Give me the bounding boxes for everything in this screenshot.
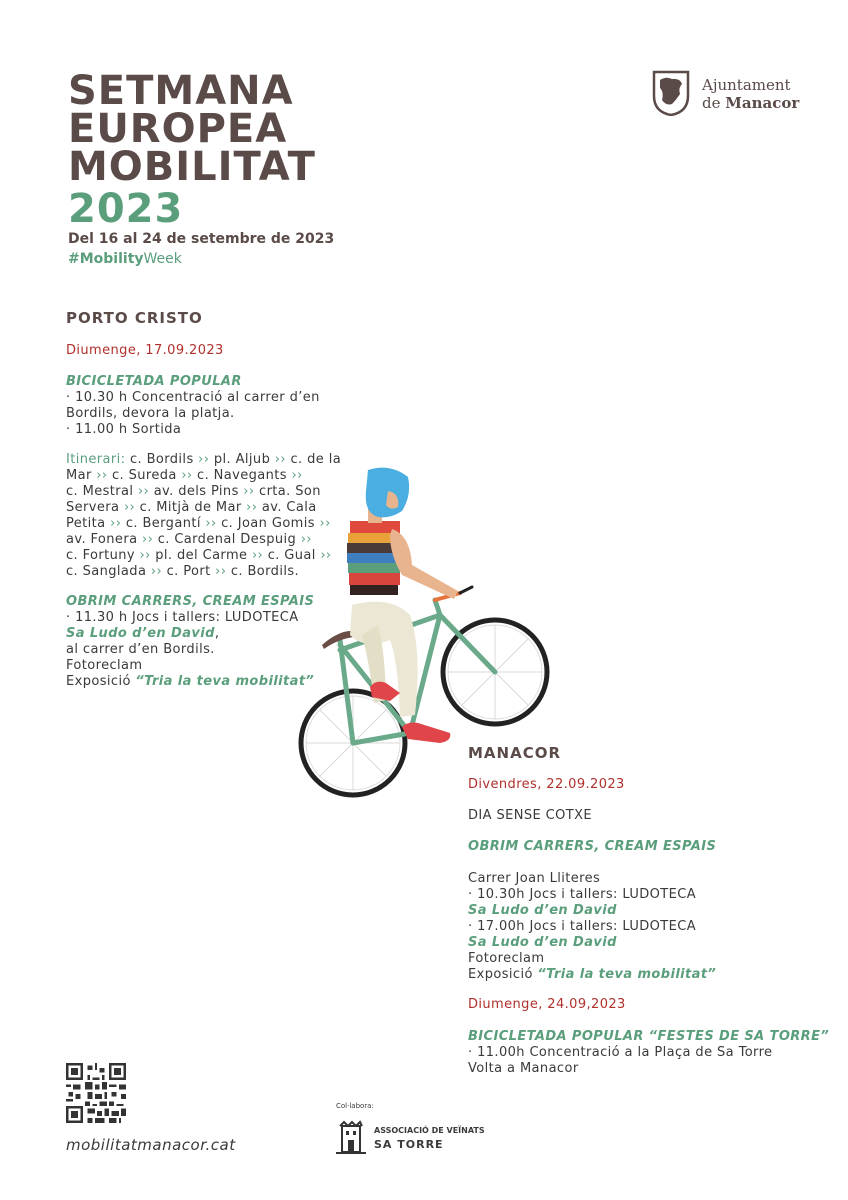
ludo-comma: ,	[214, 626, 220, 641]
dia-sense-cotxe: DIA SENSE COTXE	[468, 808, 593, 823]
event-line: · 10.30h Jocs i tallers: LUDOTECA	[468, 887, 697, 902]
itinerari-text: c. Bordils ›› pl. Aljub ›› c. de la	[125, 452, 342, 467]
itinerari-line: Mar ›› c. Sureda ›› c. Navegants ››	[66, 468, 303, 483]
manacor-heading: MANACOR	[468, 744, 562, 762]
ludo-name: Sa Ludo d’en David	[468, 903, 617, 918]
associacio-logo	[334, 1120, 485, 1156]
arrow-separator-icon: ››	[123, 500, 136, 515]
arrow-separator-icon: ››	[198, 452, 210, 467]
arrow-separator-icon: ››	[300, 532, 312, 547]
porto-cristo-event-1	[66, 374, 320, 438]
arrow-separator-icon: ››	[150, 564, 163, 579]
arrow-separator-icon: ››	[181, 468, 193, 483]
arrow-separator-icon: ››	[96, 468, 108, 483]
expo-prefix: Exposició	[468, 967, 538, 982]
event-line: Fotoreclam	[468, 951, 545, 966]
expo-prefix: Exposició	[66, 674, 136, 689]
title-line-1: SETMANA	[68, 68, 294, 114]
event-line	[468, 967, 716, 983]
event-title: BICICLETADA POPULAR	[66, 374, 242, 389]
event-line: Fotoreclam	[66, 658, 143, 673]
event-line: Volta a Manacor	[468, 1061, 579, 1076]
itinerari-label: Itinerari:	[66, 452, 126, 467]
logo-line-2	[702, 94, 799, 112]
itinerari-line: Petita ›› c. Bergantí ›› c. Joan Gomis ››	[66, 516, 331, 531]
title-line-2: EUROPEA	[68, 106, 288, 152]
arrow-separator-icon: ››	[274, 452, 286, 467]
porto-cristo-heading: PORTO CRISTO	[66, 309, 203, 327]
event-line	[66, 674, 314, 690]
event-line: · 11.30 h Jocs i tallers: LUDOTECA	[66, 610, 299, 625]
event-line: al carrer d’en Bordils.	[66, 642, 215, 657]
arrow-separator-icon: ››	[246, 500, 258, 515]
tower-icon	[334, 1120, 368, 1156]
manacor-date-1: Divendres, 22.09.2023	[468, 777, 625, 792]
event-line	[66, 626, 314, 642]
ludo-name: Sa Ludo d’en David	[468, 935, 617, 950]
itinerari-line: av. Fonera ›› c. Cardenal Despuig ››	[66, 532, 312, 547]
ludo-name: Sa Ludo d’en David	[66, 626, 215, 641]
event-line: Bordils, devora la platja.	[66, 406, 235, 421]
event-dates: Del 16 al 24 de setembre de 2023	[68, 231, 335, 247]
logo-line-2-bold: Manacor	[725, 94, 800, 112]
logo-line-1: Ajuntament	[702, 76, 791, 94]
logo-line-2-prefix: de	[702, 94, 726, 112]
manacor-date-2: Diumenge, 24.09,2023	[468, 997, 626, 1012]
hashtag-bold: #Mobility	[68, 251, 144, 267]
event-line: · 10.30 h Concentració al carrer d’en	[66, 390, 320, 405]
event-line: · 11.00h Concentració a la Plaça de Sa Torre	[468, 1045, 773, 1060]
associacio-line-2: SA TORRE	[374, 1138, 444, 1151]
expo-title: “Tria la teva mobilitat”	[135, 674, 315, 689]
manacor-event-2	[468, 1029, 829, 1077]
ajuntament-logo	[652, 70, 812, 118]
expo-title: “Tria la teva mobilitat”	[537, 967, 717, 982]
page-title	[68, 68, 316, 190]
event-line: · 11.00 h Sortida	[66, 422, 182, 437]
colabora-label: Col·labora:	[336, 1102, 374, 1110]
website-link[interactable]: mobilitatmanacor.cat	[66, 1136, 236, 1154]
itinerari-line: c. Fortuny ›› pl. del Carme ›› c. Gual ››	[66, 548, 332, 563]
event-line: · 17.00h Jocs i tallers: LUDOTECA	[468, 919, 697, 934]
porto-cristo-event-2	[66, 594, 314, 690]
title-line-3: MOBILITAT	[68, 144, 316, 190]
shield-icon	[652, 70, 690, 116]
itinerari-line: c. Sanglada ›› c. Port ›› c. Bordils.	[66, 564, 300, 579]
event-line: Carrer Joan Lliteres	[468, 871, 601, 886]
associacio-line-1: ASSOCIACIÓ DE VEÏNATS	[374, 1126, 485, 1135]
arrow-separator-icon: ››	[319, 516, 331, 531]
manacor-event-1-title: OBRIM CARRERS, CREAM ESPAIS	[468, 839, 717, 854]
manacor-event-1	[468, 871, 716, 983]
arrow-separator-icon: ››	[137, 484, 150, 499]
arrow-separator-icon: ››	[251, 548, 264, 563]
arrow-separator-icon: ››	[320, 548, 332, 563]
arrow-separator-icon: ››	[141, 532, 154, 547]
arrow-separator-icon: ››	[243, 484, 255, 499]
event-title: BICICLETADA POPULAR “FESTES DE SA TORRE”	[468, 1029, 830, 1044]
year: 2023	[68, 186, 184, 232]
hashtag	[68, 251, 182, 267]
porto-cristo-date: Diumenge, 17.09.2023	[66, 343, 224, 358]
arrow-separator-icon: ››	[215, 564, 227, 579]
itinerari-line: c. Mestral ›› av. dels Pins ›› crta. Son	[66, 484, 321, 499]
arrow-separator-icon: ››	[205, 516, 217, 531]
qr-code-icon[interactable]	[66, 1063, 126, 1123]
arrow-separator-icon: ››	[139, 548, 151, 563]
hashtag-rest: Week	[143, 251, 182, 267]
arrow-separator-icon: ››	[291, 468, 303, 483]
itinerari-line: Servera ›› c. Mitjà de Mar ›› av. Cala	[66, 500, 317, 515]
arrow-separator-icon: ››	[110, 516, 122, 531]
event-title: OBRIM CARRERS, CREAM ESPAIS	[66, 594, 315, 609]
